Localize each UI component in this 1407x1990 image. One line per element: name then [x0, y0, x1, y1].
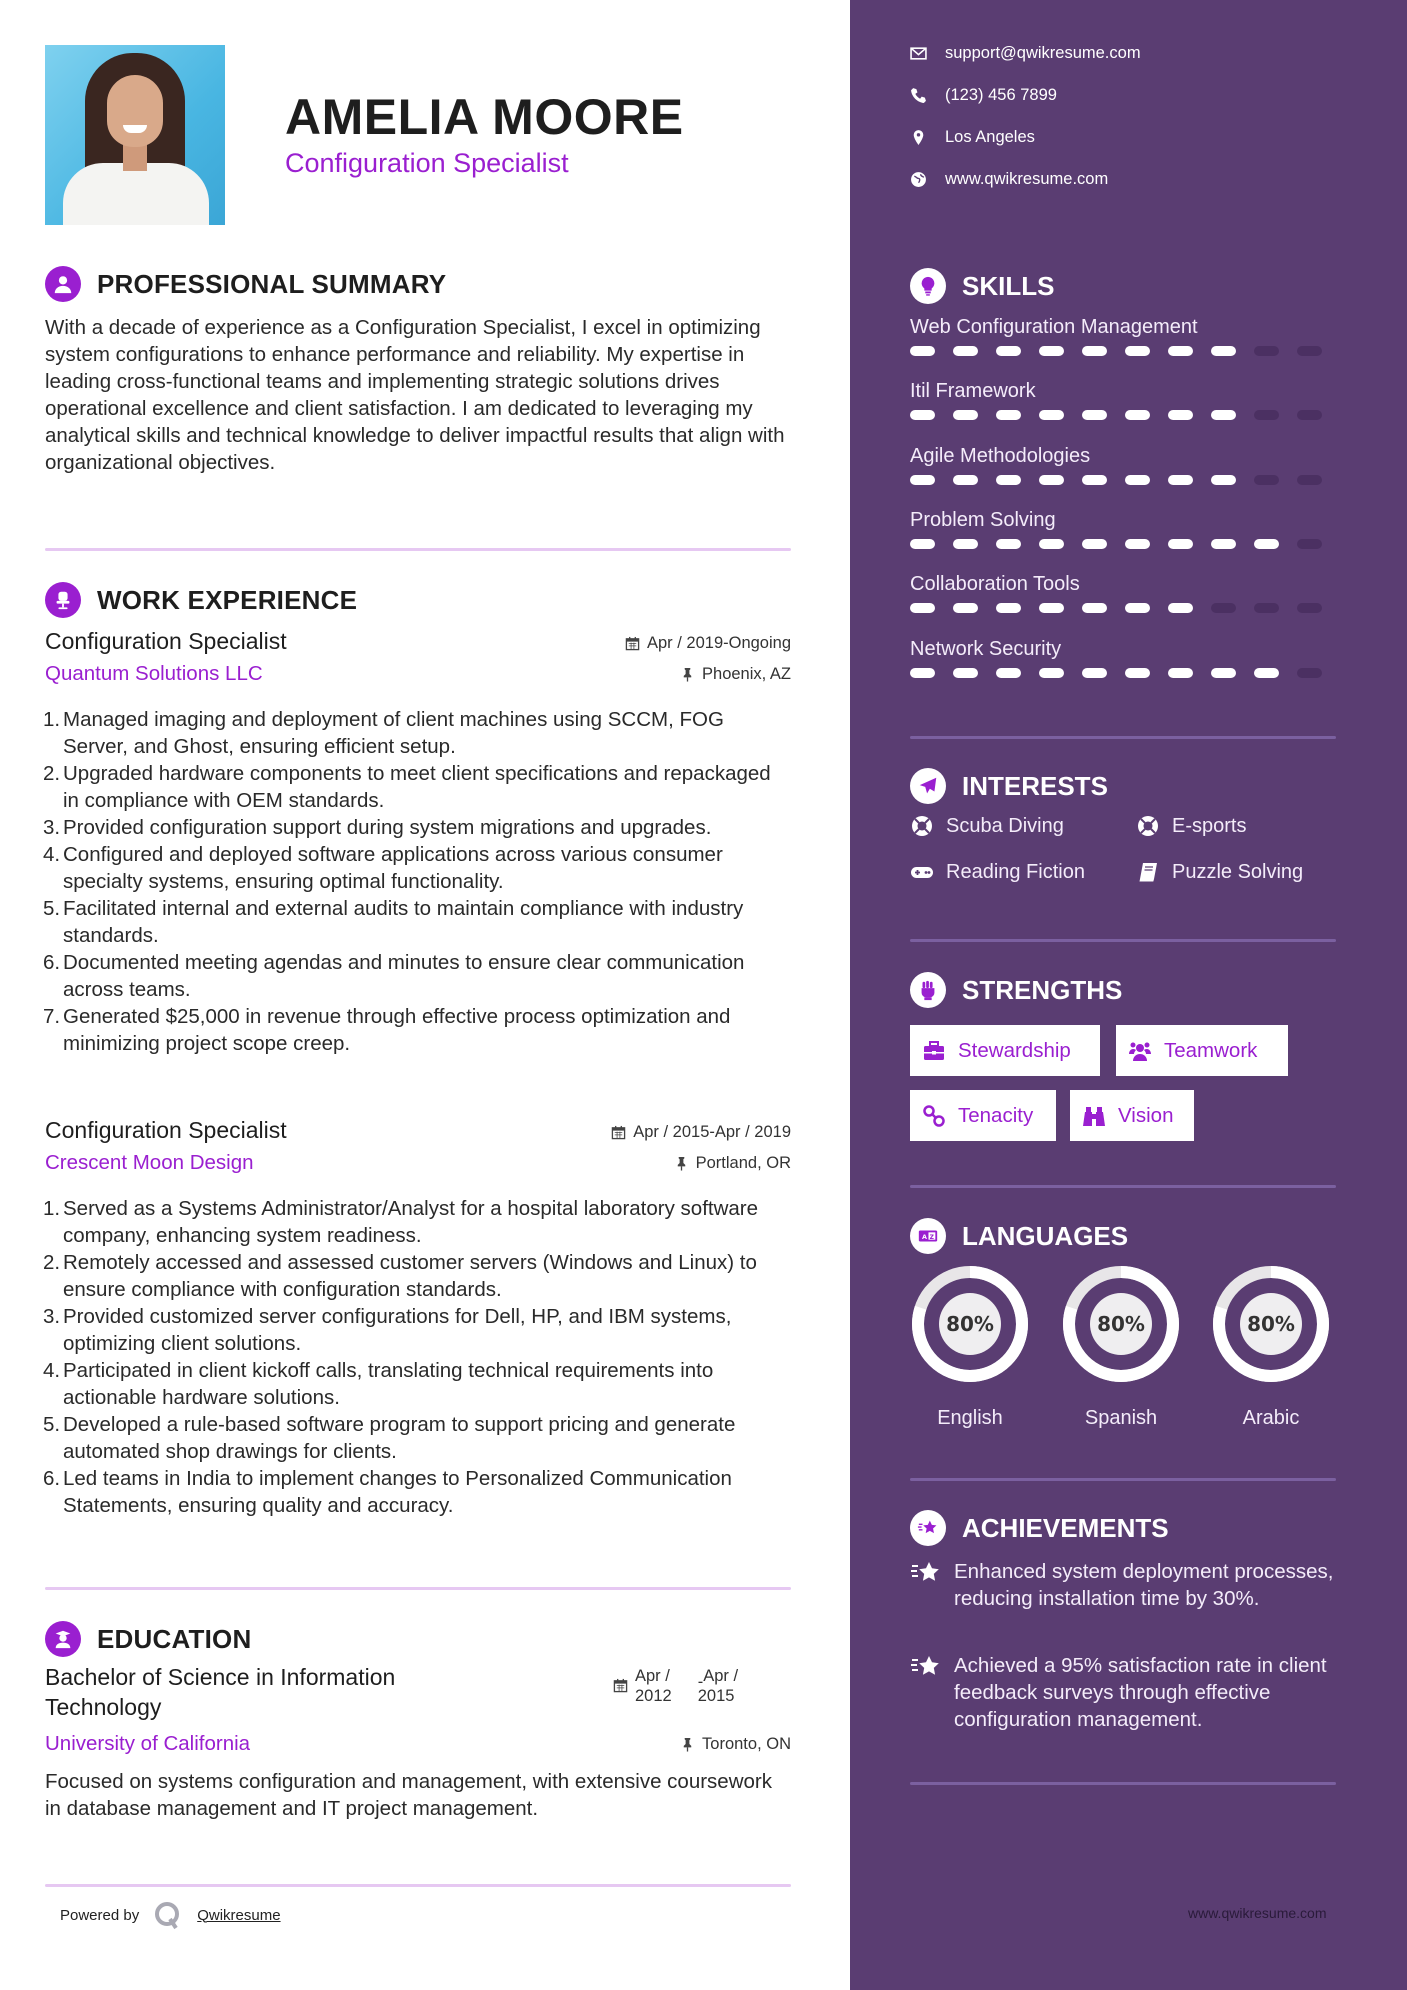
job-location [680, 665, 791, 684]
achievements-heading [910, 1510, 1169, 1546]
rating-dot [953, 668, 978, 678]
footer-website[interactable]: www.qwikresume.com [1188, 1905, 1327, 1921]
language-item [1061, 1264, 1181, 1430]
bullet-item: 4. Participated in client kickoff calls, translating technical requirements into actionable hardware solutions. [43, 1359, 714, 1409]
qwikresume-logo-icon [153, 1900, 183, 1930]
rating-dot [1297, 668, 1322, 678]
rating-dot [910, 539, 935, 549]
rating-dot [1125, 410, 1150, 420]
language-name: Arabic [1242, 1407, 1300, 1429]
rating-dot [1254, 539, 1279, 549]
interest-item: Scuba Diving [910, 814, 1064, 838]
rating-dot [996, 539, 1021, 549]
rating-dot [953, 539, 978, 549]
bullet-item: 1. Served as a Systems Administrator/Analyst for a hospital laboratory software company, enhancing system readiness. [43, 1197, 759, 1247]
rating-dot [1039, 668, 1064, 678]
svg-text:Z: Z [929, 1233, 934, 1241]
education-description: Focused on systems configuration and management, with extensive coursework in database management and IT project management. [45, 1770, 772, 1820]
rating-dot [1168, 410, 1193, 420]
section-divider [45, 1587, 791, 1590]
job-location [674, 1154, 791, 1173]
rating-dot [996, 410, 1021, 420]
skill-name: Web Configuration Management [910, 316, 1198, 338]
bullet-item: 3. Provided customized server configurations for Dell, HP, and IBM systems, optimizing client solutions. [43, 1305, 732, 1355]
skill-rating [910, 410, 1340, 420]
interest-item: Reading Fiction [910, 860, 1085, 884]
job-dates [611, 1123, 791, 1142]
paper-plane-icon [910, 768, 946, 804]
rating-dot [1168, 475, 1193, 485]
skill-item [910, 316, 1340, 356]
pushpin-icon [680, 667, 695, 682]
graduate-icon [45, 1621, 81, 1657]
fist-icon [910, 972, 946, 1008]
sidebar-divider [910, 939, 1336, 942]
rating-dot [1039, 475, 1064, 485]
rating-dot [910, 410, 935, 420]
rating-dot [1254, 475, 1279, 485]
summary-heading [45, 266, 446, 302]
map-marker-icon [910, 129, 927, 146]
achievement-item: Achieved a 95% satisfaction rate in client feedback surveys through effective configuration management. [910, 1652, 1350, 1733]
pushpin-icon [680, 1737, 695, 1752]
svg-text:80%: 80% [946, 1312, 994, 1336]
interests-title: INTERESTS [962, 770, 1108, 801]
strength-badge: Tenacity [910, 1090, 1056, 1141]
profile-photo [45, 45, 225, 225]
skill-name: Agile Methodologies [910, 445, 1091, 467]
shooting-star-icon [910, 1558, 942, 1588]
section-divider [45, 548, 791, 551]
sidebar-divider [910, 736, 1336, 739]
bullet-item: 6. Led teams in India to implement changes to Personalized Communication Statements, ensuring quality and accuracy. [43, 1467, 732, 1517]
achievements-title: ACHIEVEMENTS [962, 1512, 1169, 1543]
rating-dot [1125, 603, 1150, 613]
job-location-text: Portland, OR [695, 1154, 791, 1172]
gamepad-icon [910, 860, 934, 884]
skill-rating [910, 475, 1340, 485]
rating-dot [1082, 475, 1107, 485]
bullet-item: 2. Remotely accessed and assessed customer servers (Windows and Linux) to ensure compliance with configuration standards. [43, 1251, 757, 1301]
rating-dot [1168, 603, 1193, 613]
rating-dot [910, 475, 935, 485]
shooting-star-icon [910, 1652, 942, 1682]
rating-dot [1039, 539, 1064, 549]
rating-dot [1082, 346, 1107, 356]
rating-dot [953, 410, 978, 420]
section-divider [45, 1884, 791, 1887]
life-ring-icon [910, 814, 934, 838]
envelope-icon [910, 45, 927, 62]
job-company: Crescent Moon Design [45, 1151, 254, 1174]
rating-dot [910, 668, 935, 678]
bullet-item: 1. Managed imaging and deployment of client machines using SCCM, FOG Server, and Ghost, ensuring efficient setup. [43, 708, 724, 758]
rating-dot [996, 475, 1021, 485]
rating-dot [1297, 603, 1322, 613]
skill-item [910, 380, 1340, 420]
rating-dot [1254, 603, 1279, 613]
rating-dot [1082, 668, 1107, 678]
users-icon [1128, 1039, 1152, 1063]
calendar-icon [613, 1678, 628, 1693]
bullet-item: 5. Facilitated internal and external audits to maintain compliance with industry standards. [43, 897, 744, 947]
languages-title: LANGUAGES [962, 1220, 1129, 1251]
rating-dot [1125, 668, 1150, 678]
rating-dot [1297, 475, 1322, 485]
contact-website[interactable]: www.qwikresume.com [910, 170, 1108, 189]
skills-heading [910, 268, 1054, 304]
rating-dot [1168, 346, 1193, 356]
contact-email[interactable]: support@qwikresume.com [910, 44, 1141, 63]
skill-name: Network Security [910, 638, 1062, 660]
user-icon [45, 266, 81, 302]
calendar-icon [625, 636, 640, 651]
rating-dot [953, 346, 978, 356]
job-location-text: Phoenix, AZ [702, 665, 791, 683]
language-name: Spanish [1084, 1407, 1158, 1429]
candidate-name: AMELIA MOORE [285, 89, 684, 145]
job-entry [45, 1117, 791, 1519]
rating-dot [1297, 539, 1322, 549]
main-column [45, 0, 791, 1990]
briefcase-icon [922, 1039, 946, 1063]
book-icon [1136, 860, 1160, 884]
powered-by-label: Powered by [60, 1906, 140, 1924]
rating-dot [996, 346, 1021, 356]
education-dates [613, 1666, 738, 1706]
job-bullets [45, 706, 791, 1057]
strength-badge: Teamwork [1116, 1025, 1288, 1076]
sidebar-divider [910, 1782, 1336, 1785]
candidate-title: Configuration Specialist [285, 148, 569, 178]
skill-rating [910, 603, 1340, 613]
phone-icon [910, 87, 927, 104]
sidebar [850, 0, 1407, 1990]
interest-item: E-sports [1136, 814, 1246, 838]
svg-text:80%: 80% [1097, 1312, 1145, 1336]
language-progress-ring [1061, 1264, 1181, 1384]
job-role: Configuration Specialist [45, 1117, 287, 1143]
languages-heading [910, 1218, 1128, 1254]
language-name: English [937, 1407, 1003, 1429]
education-end: -Apr / 2015 [697, 1667, 739, 1705]
rating-dot [1168, 668, 1193, 678]
translate-icon [910, 1218, 946, 1254]
binoculars-icon [1082, 1104, 1106, 1128]
strengths-title: STRENGTHS [962, 974, 1123, 1005]
summary-title: PROFESSIONAL SUMMARY [97, 268, 447, 299]
bullet-item: 7. Generated $25,000 in revenue through effective process optimization and minimizing project scope creep. [43, 1005, 731, 1055]
strength-badge: Vision [1070, 1090, 1194, 1141]
skill-item [910, 638, 1340, 678]
rating-dot [1211, 346, 1236, 356]
rating-dot [953, 603, 978, 613]
skill-rating [910, 539, 1340, 549]
svg-text:A: A [922, 1233, 928, 1242]
skill-item [910, 445, 1340, 485]
rating-dot [910, 603, 935, 613]
experience-title: WORK EXPERIENCE [97, 584, 358, 615]
rating-dot [1082, 539, 1107, 549]
office-chair-icon [45, 582, 81, 618]
rating-dot [996, 668, 1021, 678]
powered-by [60, 1900, 281, 1930]
lightbulb-icon [910, 268, 946, 304]
rating-dot [1168, 539, 1193, 549]
language-progress-ring [1211, 1264, 1331, 1384]
bullet-item: 4. Configured and deployed software applications across various consumer specialty systems, ensuring optimal functionality. [43, 843, 723, 893]
qwikresume-link[interactable]: Qwikresume [197, 1906, 281, 1924]
job-dates-text: Apr / 2019-Ongoing [646, 634, 791, 652]
rating-dot [1039, 346, 1064, 356]
rating-dot [1211, 475, 1236, 485]
rating-dot [1297, 346, 1322, 356]
skill-item [910, 509, 1340, 549]
rating-dot [1039, 603, 1064, 613]
school-name: University of California [45, 1732, 251, 1755]
bullet-item: 5. Developed a rule-based software program to support pricing and generate automated shop drawings for clients. [43, 1413, 736, 1463]
rating-dot [953, 475, 978, 485]
education-heading [45, 1621, 251, 1657]
contact-location: Los Angeles [910, 128, 1035, 147]
svg-text:80%: 80% [1247, 1312, 1295, 1336]
job-bullets [45, 1195, 791, 1519]
sidebar-divider [910, 1478, 1336, 1481]
rating-dot [1082, 603, 1107, 613]
experience-heading [45, 582, 357, 618]
language-item [910, 1264, 1030, 1430]
education-title: EDUCATION [97, 1623, 252, 1654]
pushpin-icon [674, 1156, 689, 1171]
rating-dot [1211, 410, 1236, 420]
rating-dot [1254, 346, 1279, 356]
calendar-icon [611, 1125, 626, 1140]
skills-title: SKILLS [962, 270, 1055, 301]
skill-rating [910, 346, 1340, 356]
rating-dot [1254, 668, 1279, 678]
globe-icon [910, 171, 927, 188]
skill-rating [910, 668, 1340, 678]
rating-dot [1082, 410, 1107, 420]
rating-dot [1039, 410, 1064, 420]
skill-item [910, 573, 1340, 613]
link-icon [922, 1104, 946, 1128]
sidebar-divider [910, 1185, 1336, 1188]
rating-dot [1211, 603, 1236, 613]
rating-dot [1125, 475, 1150, 485]
strengths-heading [910, 972, 1122, 1008]
education-start: Apr / 2012 [635, 1667, 672, 1705]
job-dates [625, 634, 791, 653]
rating-dot [1125, 346, 1150, 356]
skill-name: Problem Solving [910, 509, 1056, 531]
rating-dot [910, 346, 935, 356]
language-item [1211, 1264, 1331, 1430]
rating-dot [1211, 668, 1236, 678]
job-entry [45, 628, 791, 1057]
bullet-item: 2. Upgraded hardware components to meet client specifications and repackaged in compliance with OEM standards. [43, 762, 771, 812]
job-company: Quantum Solutions LLC [45, 662, 263, 685]
skill-name: Itil Framework [910, 380, 1036, 402]
rating-dot [1211, 539, 1236, 549]
degree: Bachelor of Science in Information Technology [45, 1664, 396, 1720]
bullet-item: 6. Documented meeting agendas and minutes to ensure clear communication across teams. [43, 951, 745, 1001]
skill-name: Collaboration Tools [910, 573, 1080, 595]
contact-phone[interactable]: (123) 456 7899 [910, 86, 1057, 105]
rating-dot [1254, 410, 1279, 420]
bullet-item: 3. Provided configuration support during system migrations and upgrades. [43, 816, 712, 839]
strength-badge: Stewardship [910, 1025, 1100, 1076]
job-dates-text: Apr / 2015-Apr / 2019 [633, 1123, 791, 1141]
summary-text: With a decade of experience as a Configuration Specialist, I excel in optimizing system configurations to enhance performance and reliability. My expertise in leading cross-functional teams and implementing strategic solutions drives operational excellence and client satisfaction. I am dedicated to leveraging my analytical skills and technical knowledge to deliver impactful results that align with organizational objectives. [45, 316, 785, 474]
interest-item: Puzzle Solving [1136, 860, 1303, 884]
education-location: Toronto, ON [680, 1735, 791, 1754]
rating-dot [1297, 410, 1322, 420]
job-role: Configuration Specialist [45, 628, 287, 654]
rating-dot [1125, 539, 1150, 549]
life-ring-icon [1136, 814, 1160, 838]
interests-heading [910, 768, 1108, 804]
achievement-item: Enhanced system deployment processes, reducing installation time by 30%. [910, 1558, 1350, 1612]
rating-dot [996, 603, 1021, 613]
shooting-star-icon [910, 1510, 946, 1546]
language-progress-ring [910, 1264, 1030, 1384]
